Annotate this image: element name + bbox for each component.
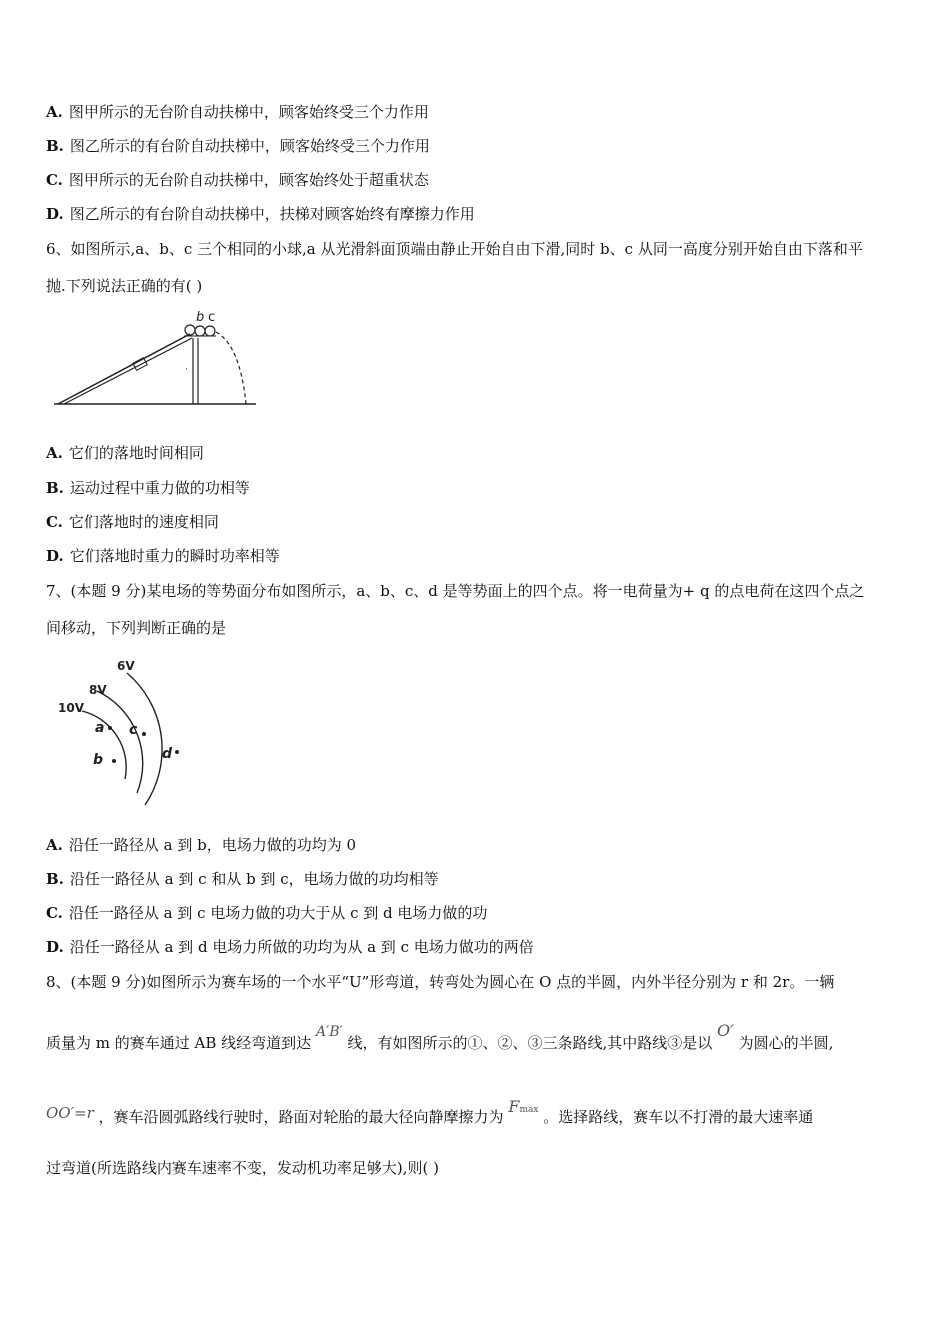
q7-figure-equipotential: [55, 655, 190, 810]
q7-label-a: a: [95, 720, 105, 736]
q6-figure-incline: [50, 310, 265, 410]
q8-line2-part2: 线，有如图所示的①、②、③三条路线,其中路线③是以: [347, 1034, 713, 1052]
q6-stem-line1: 6、如图所示,a、b、c 三个相同的小球,a 从光滑斜面顶端由静止开始自由下滑,同时 b、c 从同一高度分别开始自由下落和平: [46, 240, 863, 258]
q6-option-a: A. 它们的落地时间相同: [46, 444, 204, 462]
q8-symbol-ab: A′B′: [315, 1024, 343, 1040]
q5-option-b: B. 图乙所示的有台阶自动扶梯中，顾客始终受三个力作用: [46, 137, 430, 155]
q7-option-d: D. 沿任一路径从 a 到 d 电场力所做的功均为从 a 到 c 电场力做功的两倍: [46, 938, 534, 956]
q7-label-8v: 8V: [89, 683, 107, 697]
q5-option-c: C. 图甲所示的无台阶自动扶梯中，顾客始终处于超重状态: [46, 171, 429, 189]
q6-stem-line2: 抛.下列说法正确的有( ): [46, 277, 203, 295]
q7-option-a: A. 沿任一路径从 a 到 b，电场力做的功均为 0: [46, 836, 357, 854]
q7-option-b: B. 沿任一路径从 a 到 c 和从 b 到 c，电场力做的功均相等: [46, 870, 439, 888]
q8-line2-part1: 质量为 m 的赛车通过 AB 线经弯道到达: [46, 1034, 312, 1052]
q8-stem-line4: 过弯道(所选路线内赛车速率不变，发动机功率足够大),则( ): [46, 1159, 439, 1177]
q7-label-10v: 10V: [58, 701, 84, 715]
q7-label-b: b: [93, 752, 104, 768]
q7-stem-line1: 7、(本题 9 分)某电场的等势面分布如图所示，a、b、c、d 是等势面上的四个点。将一电荷量为+ q 的点电荷在这四个点之: [46, 582, 865, 600]
q8-stem-line3: [46, 1097, 814, 1130]
q6-option-d: D. 它们落地时重力的瞬时功率相等: [46, 547, 280, 565]
q8-symbol-f: Fmax: [508, 1097, 539, 1116]
q7-option-c: C. 沿任一路径从 a 到 c 电场力做的功大于从 c 到 d 电场力做的功: [46, 904, 488, 922]
q6-label-c: c: [208, 310, 216, 325]
q7-label-6v: 6V: [117, 659, 135, 673]
q5-option-d: D. 图乙所示的有台阶自动扶梯中，扶梯对顾客始终有摩擦力作用: [46, 205, 475, 223]
q6-option-b: B. 运动过程中重力做的功相等: [46, 479, 250, 497]
q7-stem-line2: 间移动，下列判断正确的是: [46, 619, 227, 637]
q5-option-a: A. 图甲所示的无台阶自动扶梯中，顾客始终受三个力作用: [46, 103, 429, 121]
q7-label-d: d: [162, 746, 173, 762]
q6-label-b: b: [196, 310, 205, 325]
q7-label-c: c: [129, 722, 138, 738]
q8-line3-part2: 。选择路线，赛车以不打滑的最大速率通: [543, 1108, 814, 1126]
q8-symbol-o: O′: [717, 1021, 734, 1040]
q8-line2-part3: 为圆心的半圆,: [738, 1034, 834, 1052]
q6-option-c: C. 它们落地时的速度相同: [46, 513, 219, 531]
q8-stem-line2: [46, 1021, 834, 1054]
q8-line3-part1: ，赛车沿圆弧路线行驶时，路面对轮胎的最大径向静摩擦力为: [98, 1108, 504, 1126]
q8-stem-line1: 8、(本题 9 分)如图所示为赛车场的一个水平“U”形弯道，转弯处为圆心在 O 点的半圆，内外半径分别为 r 和 2r。一辆: [46, 973, 835, 991]
q8-symbol-oo: OO′=r: [46, 1104, 94, 1122]
